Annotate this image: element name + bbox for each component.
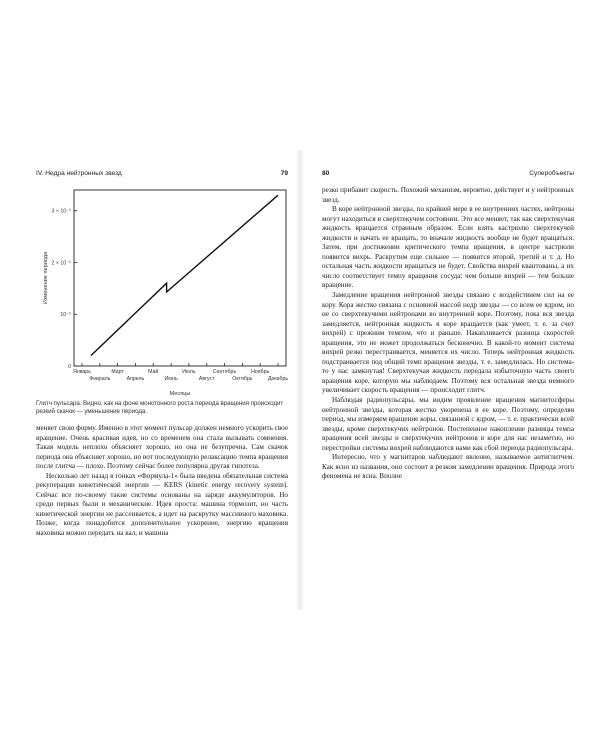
x-tick-label: Май xyxy=(148,369,159,375)
y-tick-label: 10⁻⁵ xyxy=(60,312,71,319)
page-number: 80 xyxy=(322,170,330,177)
y-axis-title: Изменение периода xyxy=(43,251,49,305)
series-line xyxy=(91,195,278,355)
x-tick-label: Февраль xyxy=(89,376,111,382)
x-tick-label: Октябрь xyxy=(232,376,253,382)
glitch-chart xyxy=(36,186,288,398)
x-tick-label: Январь xyxy=(73,369,91,375)
x-axis-title: Месяцы xyxy=(169,391,191,397)
page-number: 79 xyxy=(280,170,288,177)
paragraph: В коре нейтронной звезды, по крайней мере в ее внутренних частях, нейтроны могут находиться в сверхтекучем состоянии. Это все меняет, так как сверхтекучая жидкость вращается странным образом. Если взять кастрюлю сверхтекучей жидкости и начать ее вращать, то вначале жидкость вообще не будет вращаться. Затем, при достижении критического темпа вращения, в центре кастрюли появится вихрь. Раскрутим еще сильнее — появится второй, третий и т. д. Но остальная часть жидкости вращаться не будет. Свойства вихрей квантованы, а их число соответствует темпу вращения сосуда: чем больше вихрей — тем больше вращение. xyxy=(322,205,574,290)
glitch-figure xyxy=(36,186,288,398)
left-running-head xyxy=(36,170,288,182)
x-tick-label: Июль xyxy=(182,369,196,375)
paragraph: Несколько лет назад в гонках «Формула-1» была введена обязательная система рекуперации кинетической энергии — KERS (kinetic energy recovery system). Сейчас все по-своему такие системы основаны на заряде аккумуляторов. Но среди первых были и механические. Идея проста: машина тормозит, но часть кинетической энергии не рассеивается, а идет на раскрутку массивного маховика. Позже, когда понадобится дополнительное ускорение, энергию вращения маховика можно передать на вал, и машина xyxy=(36,471,288,538)
left-page xyxy=(36,170,288,600)
paragraph: Замедление вращения нейтронной звезды связано с воздействием сил на ее кору. Кора жестко связана с основной массой недр звезды — со всем ее ядром, но не со сверхтекучими нейтронами во внутренней коре. Поэтому, пока вся звезда замедляется, нейтронная жидкость в коре вращается (как умеет, т. е. за счет вихрей) с прежним темпом, что и раньше. Накапливается разница скоростей вращения, это не может продолжаться бесконечно. В какой-то момент система вихрей резко перестраивается, меняется их число. Теперь нейтронная жидкость подстраивается под общий темп вращения звезды, т. е. замедлилась. Но система-то у нас замкнутая! Сверхтекучая жидкость передала избыточную часть своего вращения коре, которую мы наблюдаем. Поэтому вся остальная звезда немного увеличивает скорость вращения — происходит глитч. xyxy=(322,291,574,395)
paragraph: Наблюдая радиопульсары, мы видим проявление вращения магнитосферы нейтронной звезды, которая жестко укоренена в ее коре. Поэтому, определяя период, мы измеряем вращение коры, связанной с ядром, — т. е. практически всей звезды, кроме сверхтекучих нейтронов. Постепенное накопление разницы темпа вращения всей звезды и сверхтекучих нейтронов в коре для нас незаметно, но перестройки системы вихрей наблюдаются нами как сбой периода радиопульсара. xyxy=(322,396,574,452)
y-tick-label: 0 xyxy=(68,364,71,370)
paragraph: меняет свою форму. Именно в этот момент пульсар должен немного ускорить свое вращение. Очень красивая идея, но со временем она стала вызывать сомнения. Такая модель неплохо объясняет хорошо, но она не безупречна. Сам скачок периода она объясняет хорошо, но вот последующую релаксацию темпа вращения после глитча — плохо. Поэтому сейчас более популярна другая гипотеза. xyxy=(36,424,288,471)
book-gutter xyxy=(296,150,304,610)
x-tick-label: Сентябрь xyxy=(212,369,237,375)
x-tick-label: Ноябрь xyxy=(251,369,270,375)
x-tick-label: Март xyxy=(111,369,124,375)
y-tick-label: 2 × 10⁻⁵ xyxy=(51,260,71,267)
right-body-text xyxy=(322,186,574,482)
paragraph: Интересно, что у магнитаров наблюдают явление, называемое антиглитчем. Как ясно из названия, оно состоит в резком замедлении вращения. Природа этого феномена не ясна. Вполне xyxy=(322,453,574,481)
x-tick-label: Декабрь xyxy=(267,376,288,382)
right-running-head xyxy=(322,170,574,182)
chapter-head: IV. Недра нейтронных звезд xyxy=(36,170,122,177)
x-tick-label: Август xyxy=(198,376,215,382)
paragraph: резко прибавит скорость. Похожий механизм, вероятно, действует и у нейтронных звезд. xyxy=(322,186,574,204)
x-tick-label: Июнь xyxy=(164,376,178,382)
figure-caption: Глитч пульсара. Видно, как на фоне монотонного роста периода вращения происходит резкий скачок — уменьшение периода. xyxy=(36,400,284,415)
chapter-head: Суперобъекты xyxy=(529,170,574,177)
right-page xyxy=(322,170,574,600)
x-tick-label: Апрель xyxy=(126,376,145,382)
left-body-text xyxy=(36,424,288,539)
y-tick-label: 3 × 10⁻⁵ xyxy=(51,208,71,215)
